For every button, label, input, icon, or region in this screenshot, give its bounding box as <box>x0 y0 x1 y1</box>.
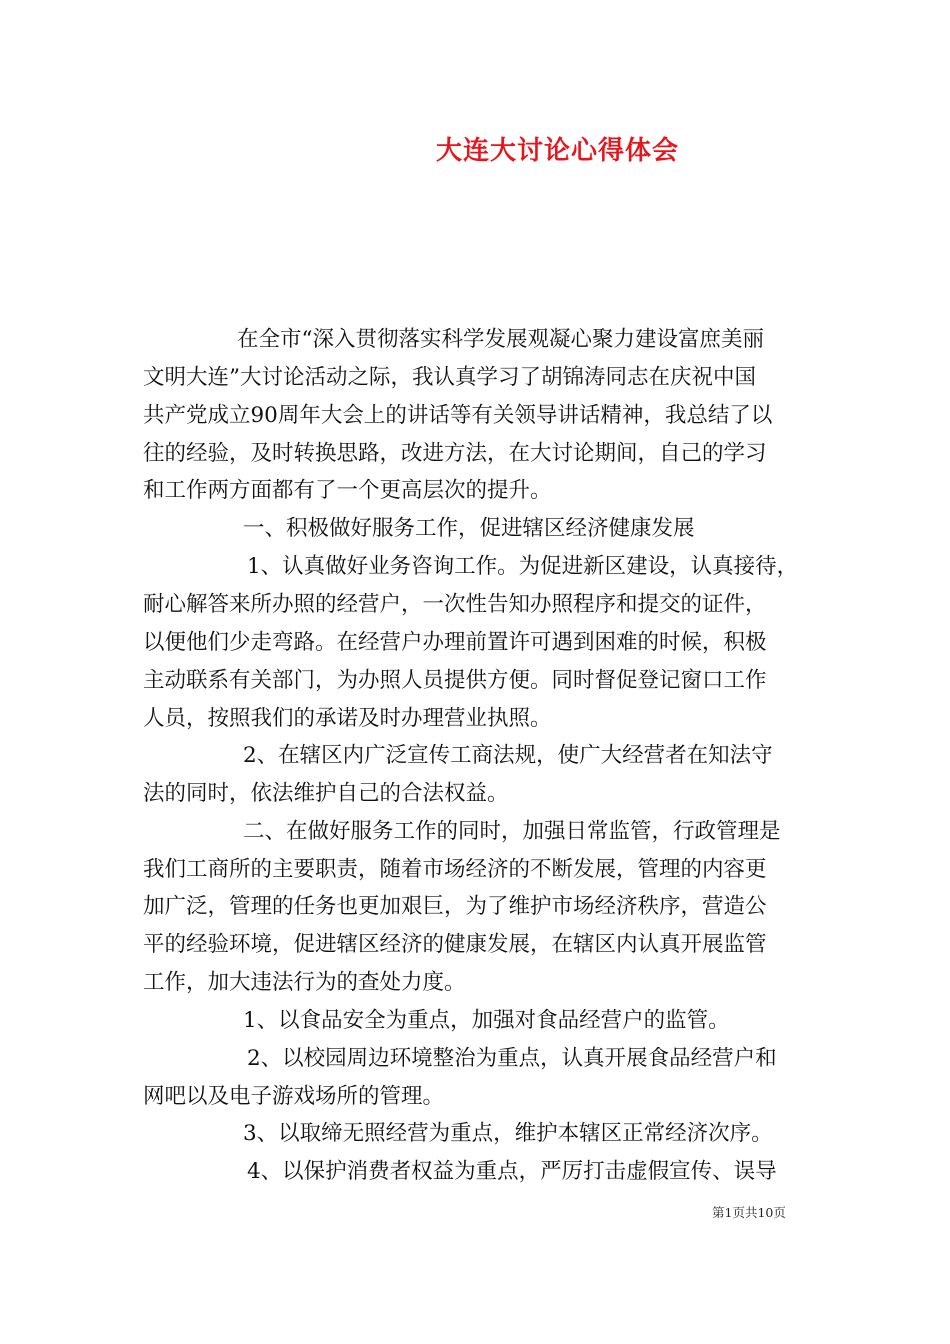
text-line: 4、以保护消费者权益为重点，严厉打击虚假宣传、误导 <box>247 1159 777 1184</box>
text-line: 网吧以及电子游戏场所的管理。 <box>143 1084 445 1109</box>
text-line: 法的同时，依法维护自己的合法权益。 <box>143 781 509 806</box>
text-line: 耐心解答来所办照的经营户，一次性告知办照程序和提交的证件， <box>143 592 767 617</box>
text-line: 加广泛，管理的任务也更加艰巨，为了维护市场经济秩序，营造公 <box>143 894 767 919</box>
text-line: 以便他们少走弯路。在经营户办理前置许可遇到困难的时候，积极 <box>143 630 767 655</box>
text-line: 往的经验，及时转换思路，改进方法，在大讨论期间，自己的学习 <box>143 441 767 466</box>
page-number: 第1页共10页 <box>712 1205 786 1220</box>
text-line: 2、以校园周边环境整治为重点，认真开展食品经营户和 <box>247 1046 777 1071</box>
text-line: 2、在辖区内广泛宣传工商法规，使广大经营者在知法守 <box>243 743 773 768</box>
text-line: 我们工商所的主要职责，随着市场经济的不断发展，管理的内容更 <box>143 857 767 882</box>
text-line: 平的经验环境，促进辖区经济的健康发展，在辖区内认真开展监管 <box>143 932 767 957</box>
text-line: 在全市“深入贯彻落实科学发展观凝心聚力建设富庶美丽 <box>237 327 764 352</box>
text-line: 和工作两方面都有了一个更高层次的提升。 <box>143 478 552 503</box>
text-line: 1、以食品安全为重点，加强对食品经营户的监管。 <box>243 1008 730 1033</box>
page-title: 大连大讨论心得体会 <box>435 136 679 166</box>
text-line: 3、以取缔无照经营为重点，维护本辖区正常经济次序。 <box>243 1121 773 1146</box>
text-line: 1、认真做好业务咨询工作。为促进新区建设，认真接待， <box>247 554 799 579</box>
section-heading: 一、积极做好服务工作，促进辖区经济健康发展 <box>243 516 695 541</box>
section-heading: 二、在做好服务工作的同时，加强日常监管，行政管理是 <box>243 819 781 844</box>
text-line: 人员，按照我们的承诺及时办理营业执照。 <box>143 706 552 731</box>
text-line: 共产党成立90周年大会上的讲话等有关领导讲话精神，我总结了以 <box>143 403 773 428</box>
text-line: 文明大连”大讨论活动之际，我认真学习了胡锦涛同志在庆祝中国 <box>143 365 756 390</box>
text-line: 主动联系有关部门，为办照人员提供方便。同时督促登记窗口工作 <box>143 668 767 693</box>
text-line: 工作，加大违法行为的查处力度。 <box>143 970 466 995</box>
